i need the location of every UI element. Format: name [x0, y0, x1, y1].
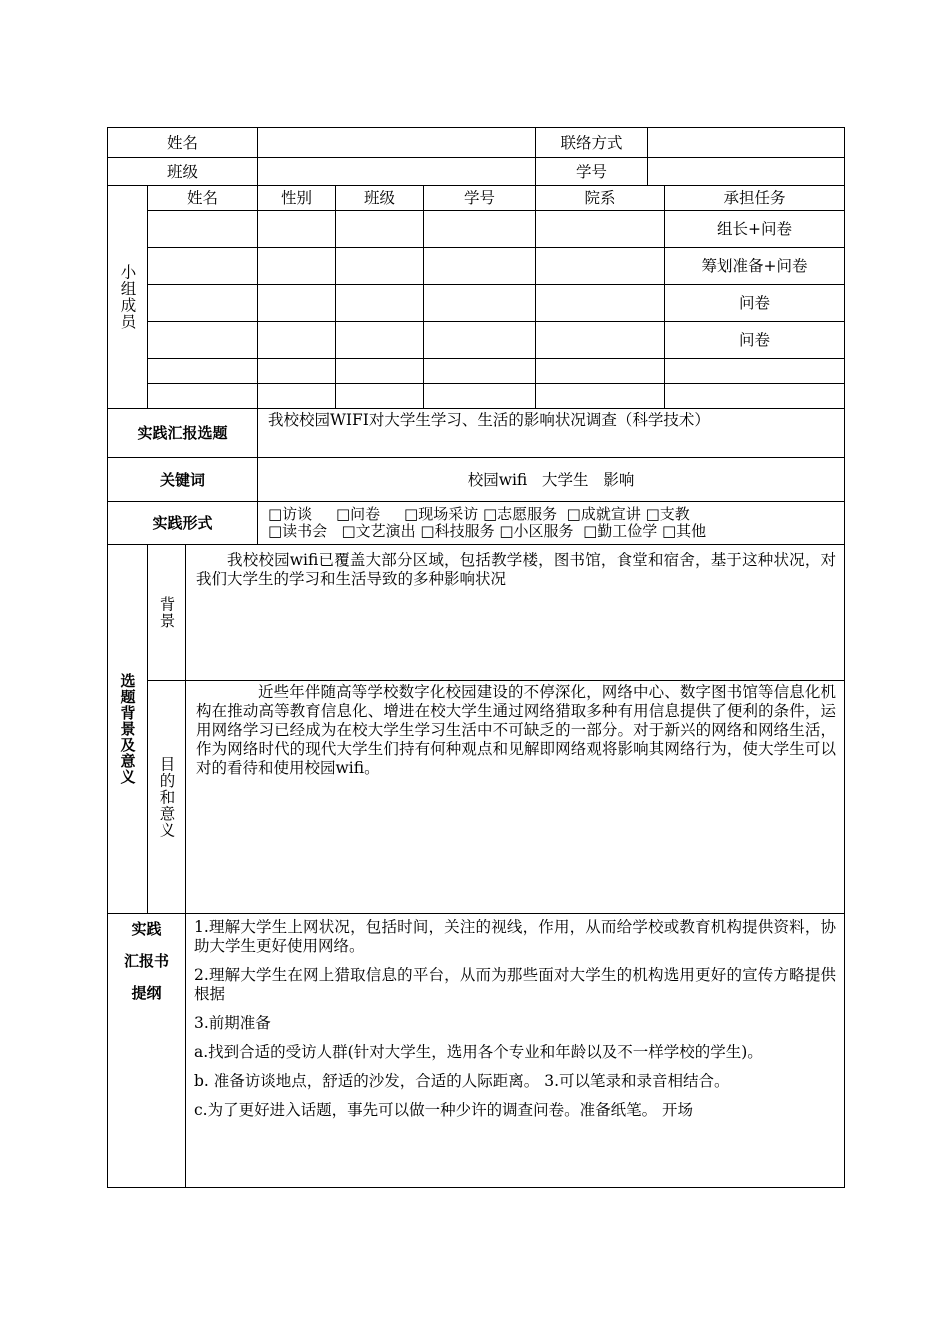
member-gender-cell[interactable]	[258, 248, 336, 285]
member-dept-cell[interactable]	[536, 248, 665, 285]
col-student-id: 学号	[424, 186, 536, 211]
member-gender-cell[interactable]	[258, 384, 336, 409]
col-department: 院系	[536, 186, 665, 211]
member-gender-cell[interactable]	[258, 211, 336, 248]
member-task-cell[interactable]: 问卷	[665, 285, 845, 322]
member-task-cell[interactable]	[665, 359, 845, 384]
bg-label	[148, 545, 186, 681]
member-id-cell[interactable]	[424, 359, 536, 384]
forms-options-line-2[interactable]: □读书会 □文艺演出 □科技服务 □小区服务 □勤工俭学 □其他	[268, 522, 707, 540]
member-name-cell[interactable]	[148, 322, 258, 359]
member-dept-cell[interactable]	[536, 211, 665, 248]
outline-content[interactable]	[186, 914, 845, 1188]
outline-item: 1.理解大学生上网状况，包括时间，关注的视线，作用，从而给学校或教育机构提供资料，协助大学生更好使用网络。	[194, 918, 837, 955]
class-label: 班级	[108, 158, 258, 186]
member-name-cell[interactable]	[148, 211, 258, 248]
purpose-label	[148, 681, 186, 914]
purpose-label-text: 目的和意义	[157, 755, 176, 839]
outline-item: b. 准备访谈地点，舒适的沙发，合适的人际距离。 3.可以笔录和录音相结合。	[194, 1072, 730, 1090]
forms-label: 实践形式	[108, 502, 258, 545]
member-row	[108, 248, 845, 285]
outline-item: a.找到合适的受访人群(针对大学生，选用各个专业和年龄以及不一样学校的学生)。	[194, 1043, 763, 1061]
contact-label: 联络方式	[536, 128, 648, 158]
bg-content[interactable]	[186, 545, 845, 681]
outline-label-line-2: 汇报书	[123, 952, 169, 970]
outline-label	[108, 914, 186, 1188]
outline-item: c.为了更好进入话题，事先可以做一种少许的调查问卷。准备纸笔。 开场	[194, 1101, 694, 1119]
member-name-cell[interactable]	[148, 285, 258, 322]
member-dept-cell[interactable]	[536, 322, 665, 359]
member-row	[108, 211, 845, 248]
member-row	[108, 285, 845, 322]
purpose-content[interactable]	[186, 681, 845, 914]
form-table	[107, 127, 845, 1188]
name-field[interactable]	[258, 128, 536, 158]
col-name: 姓名	[148, 186, 258, 211]
outline-label-line-3: 提纲	[131, 984, 162, 1002]
member-row	[108, 384, 845, 409]
members-side-label	[108, 186, 148, 409]
member-id-cell[interactable]	[424, 384, 536, 409]
member-name-cell[interactable]	[148, 359, 258, 384]
member-name-cell[interactable]	[148, 248, 258, 285]
member-class-cell[interactable]	[336, 248, 424, 285]
member-class-cell[interactable]	[336, 384, 424, 409]
member-dept-cell[interactable]	[536, 285, 665, 322]
background-section-text: 选题背景及意义	[118, 673, 137, 785]
member-name-cell[interactable]	[148, 384, 258, 409]
outline-item: 2.理解大学生在网上猎取信息的平台，从而为那些面对大学生的机构选用更好的宣传方略提供根据	[194, 966, 837, 1003]
col-class: 班级	[336, 186, 424, 211]
member-gender-cell[interactable]	[258, 359, 336, 384]
outline-label-line-1: 实践	[131, 920, 162, 938]
member-id-cell[interactable]	[424, 285, 536, 322]
forms-options-line-1[interactable]: □访谈 □问卷 □现场采访 □志愿服务 □成就宣讲 □支教	[268, 505, 690, 523]
member-id-cell[interactable]	[424, 211, 536, 248]
member-gender-cell[interactable]	[258, 285, 336, 322]
member-class-cell[interactable]	[336, 322, 424, 359]
keywords-label: 关键词	[108, 458, 258, 502]
member-row	[108, 322, 845, 359]
bg-label-text: 背景	[157, 596, 176, 629]
member-task-cell[interactable]: 问卷	[665, 322, 845, 359]
forms-options[interactable]	[258, 502, 845, 545]
member-dept-cell[interactable]	[536, 384, 665, 409]
class-field[interactable]	[258, 158, 536, 186]
member-class-cell[interactable]	[336, 359, 424, 384]
name-label: 姓名	[108, 128, 258, 158]
member-dept-cell[interactable]	[536, 359, 665, 384]
student-id-field[interactable]	[648, 158, 845, 186]
outline-item: 3.前期准备	[194, 1014, 271, 1032]
student-id-label: 学号	[536, 158, 648, 186]
col-gender: 性别	[258, 186, 336, 211]
keywords-value[interactable]: 校园wifi 大学生 影响	[258, 458, 845, 502]
col-task: 承担任务	[665, 186, 845, 211]
member-row	[108, 359, 845, 384]
topic-label: 实践汇报选题	[108, 409, 258, 458]
topic-value[interactable]: 我校校园WIFI对大学生学习、生活的影响状况调查（科学技术）	[258, 409, 845, 458]
contact-field[interactable]	[648, 128, 845, 158]
bg-text: 我校校园wifi已覆盖大部分区域，包括教学楼，图书馆，食堂和宿舍，基于这种状况，对我们大学生的学习和生活导致的多种影响状况	[196, 551, 837, 588]
member-task-cell[interactable]	[665, 384, 845, 409]
member-task-cell[interactable]: 筹划准备+问卷	[665, 248, 845, 285]
member-class-cell[interactable]	[336, 285, 424, 322]
purpose-text: 近些年伴随高等学校数字化校园建设的不停深化，网络中心、数字图书馆等信息化机构在推动高等教育信息化、增进在校大学生通过网络猎取多种有用信息提供了便利的条件，运用网络学习已经成为在校大学生学习生活中不可缺乏的一部分。对于新兴的网络和网络生活，作为网络时代的现代大学生们持有何种观点和见解即网络观将影响其网络行为，使大学生可以对的看待和使用校园wifi。	[196, 683, 837, 777]
member-task-cell[interactable]: 组长+问卷	[665, 211, 845, 248]
member-id-cell[interactable]	[424, 322, 536, 359]
member-gender-cell[interactable]	[258, 322, 336, 359]
application-form	[107, 127, 844, 1188]
member-class-cell[interactable]	[336, 211, 424, 248]
member-id-cell[interactable]	[424, 248, 536, 285]
background-section-label	[108, 545, 148, 914]
members-side-text: 小组成员	[118, 264, 137, 330]
